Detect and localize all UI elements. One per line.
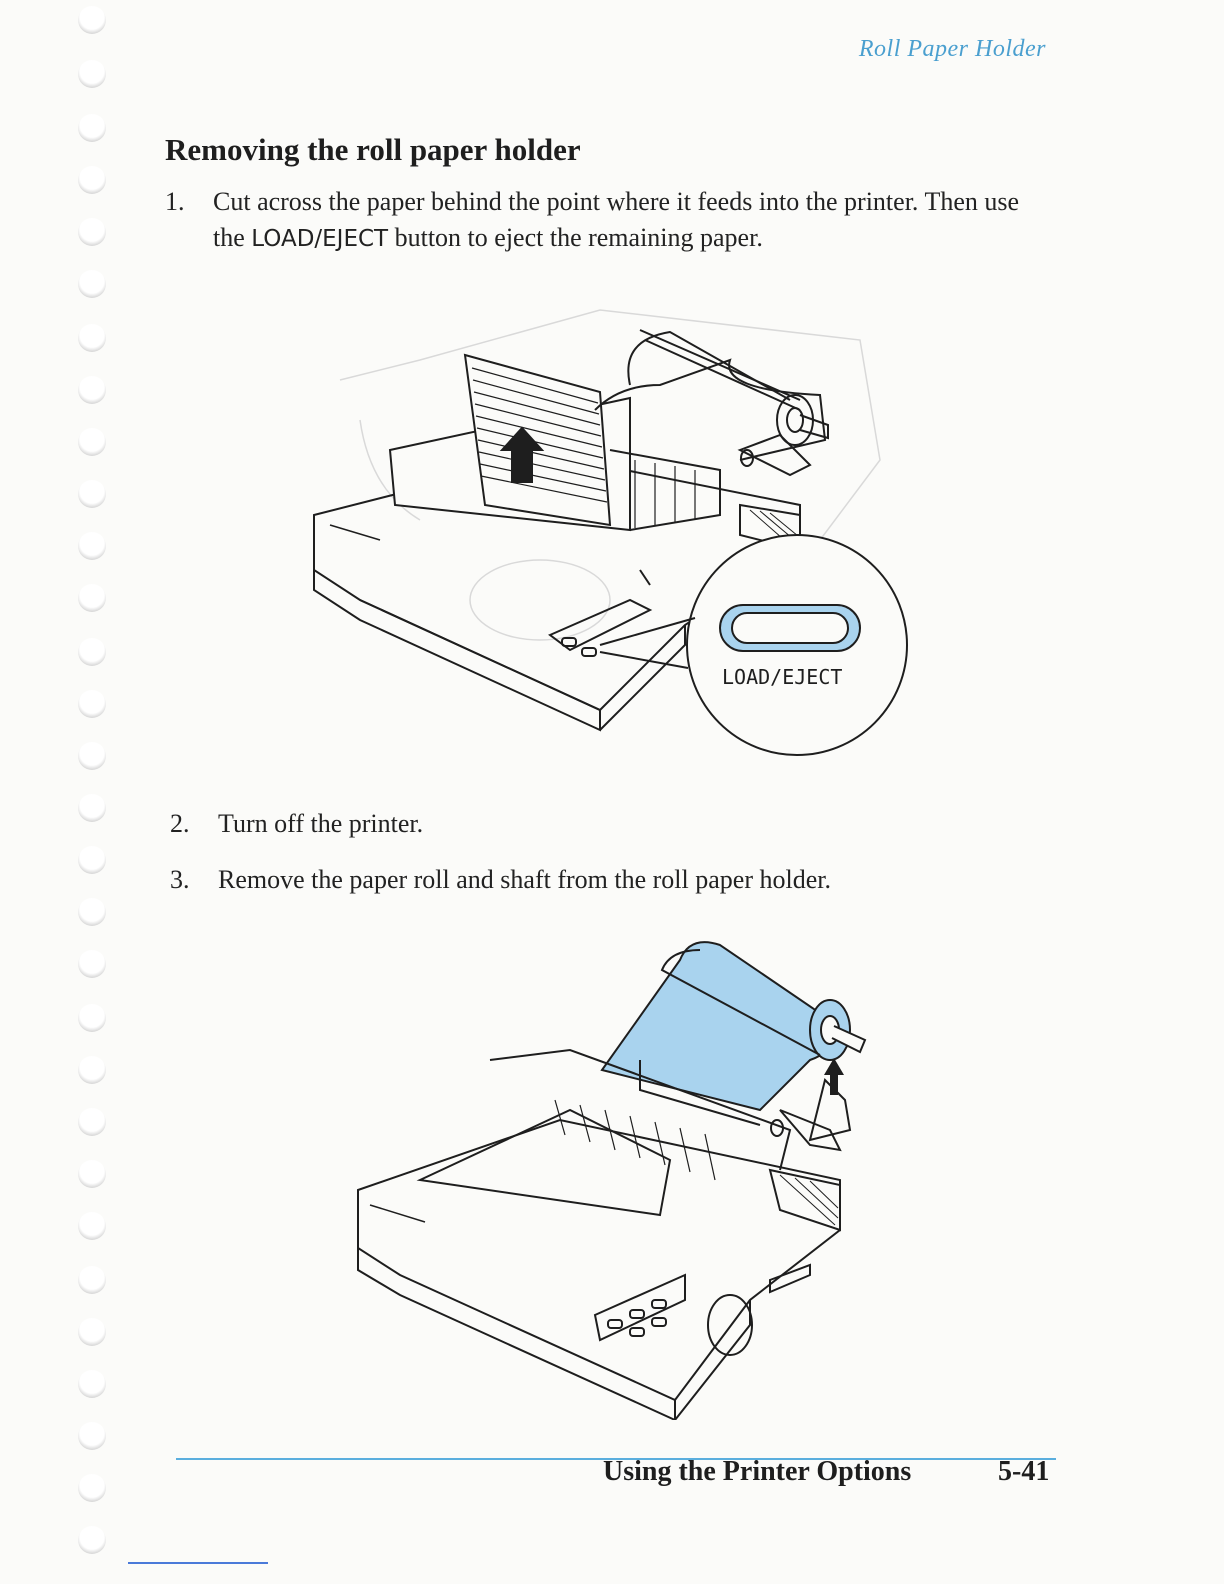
binder-hole-icon — [78, 1370, 106, 1398]
load-eject-button-icon — [732, 613, 848, 643]
binder-hole-icon — [78, 6, 106, 34]
binder-hole-icon — [78, 1056, 106, 1084]
step-number: 1. — [165, 187, 185, 216]
binder-hole-icon — [78, 1108, 106, 1136]
section-title: Removing the roll paper holder — [165, 132, 581, 167]
figure-printer-eject — [300, 300, 920, 770]
binder-hole-icon — [78, 324, 106, 352]
binder-hole-icon — [78, 1526, 106, 1554]
binder-hole-icon — [78, 270, 106, 298]
binder-hole-icon — [78, 742, 106, 770]
binder-hole-icon — [78, 898, 106, 926]
paper-roll-drawing — [602, 942, 865, 1110]
binder-hole-icon — [78, 1266, 106, 1294]
binder-hole-icon — [78, 166, 106, 194]
binder-hole-icon — [78, 794, 106, 822]
step-text-before: Cut across the paper behind the point where it feeds into the printer. Then use the — [213, 187, 1020, 252]
binder-hole-icon — [78, 60, 106, 88]
step-text — [213, 184, 1048, 257]
running-head: Roll Paper Holder — [858, 36, 1046, 62]
binder-hole-icon — [78, 950, 106, 978]
step-text-after: button to eject the remaining paper. — [388, 223, 763, 252]
bottom-edge-rule — [128, 1562, 268, 1564]
binder-hole-icon — [78, 114, 106, 142]
callout-label: LOAD/EJECT — [722, 665, 843, 689]
binder-hole-icon — [78, 480, 106, 508]
binder-hole-icon — [78, 1160, 106, 1188]
step-text: Remove the paper roll and shaft from the roll paper holder. — [218, 865, 831, 894]
printer-body-drawing — [358, 1050, 850, 1420]
footer-chapter-title: Using the Printer Options — [603, 1456, 912, 1487]
binder-hole-icon — [78, 1422, 106, 1450]
binder-holes — [74, 0, 114, 1584]
binder-hole-icon — [78, 1474, 106, 1502]
step-number: 3. — [170, 865, 190, 894]
figure-remove-roll — [340, 930, 880, 1420]
binder-hole-icon — [78, 1004, 106, 1032]
button-name-inline: LOAD/EJECT — [251, 226, 389, 252]
binder-hole-icon — [78, 846, 106, 874]
binder-hole-icon — [78, 428, 106, 456]
binder-hole-icon — [78, 1318, 106, 1346]
binder-hole-icon — [78, 1212, 106, 1240]
binder-hole-icon — [78, 532, 106, 560]
binder-hole-icon — [78, 584, 106, 612]
callout-leader — [600, 618, 695, 645]
binder-hole-icon — [78, 218, 106, 246]
binder-hole-icon — [78, 690, 106, 718]
binder-hole-icon — [78, 638, 106, 666]
step-number: 2. — [170, 809, 190, 838]
step-text: Turn off the printer. — [218, 809, 424, 838]
page-number: 5-41 — [998, 1456, 1050, 1487]
binder-hole-icon — [78, 376, 106, 404]
